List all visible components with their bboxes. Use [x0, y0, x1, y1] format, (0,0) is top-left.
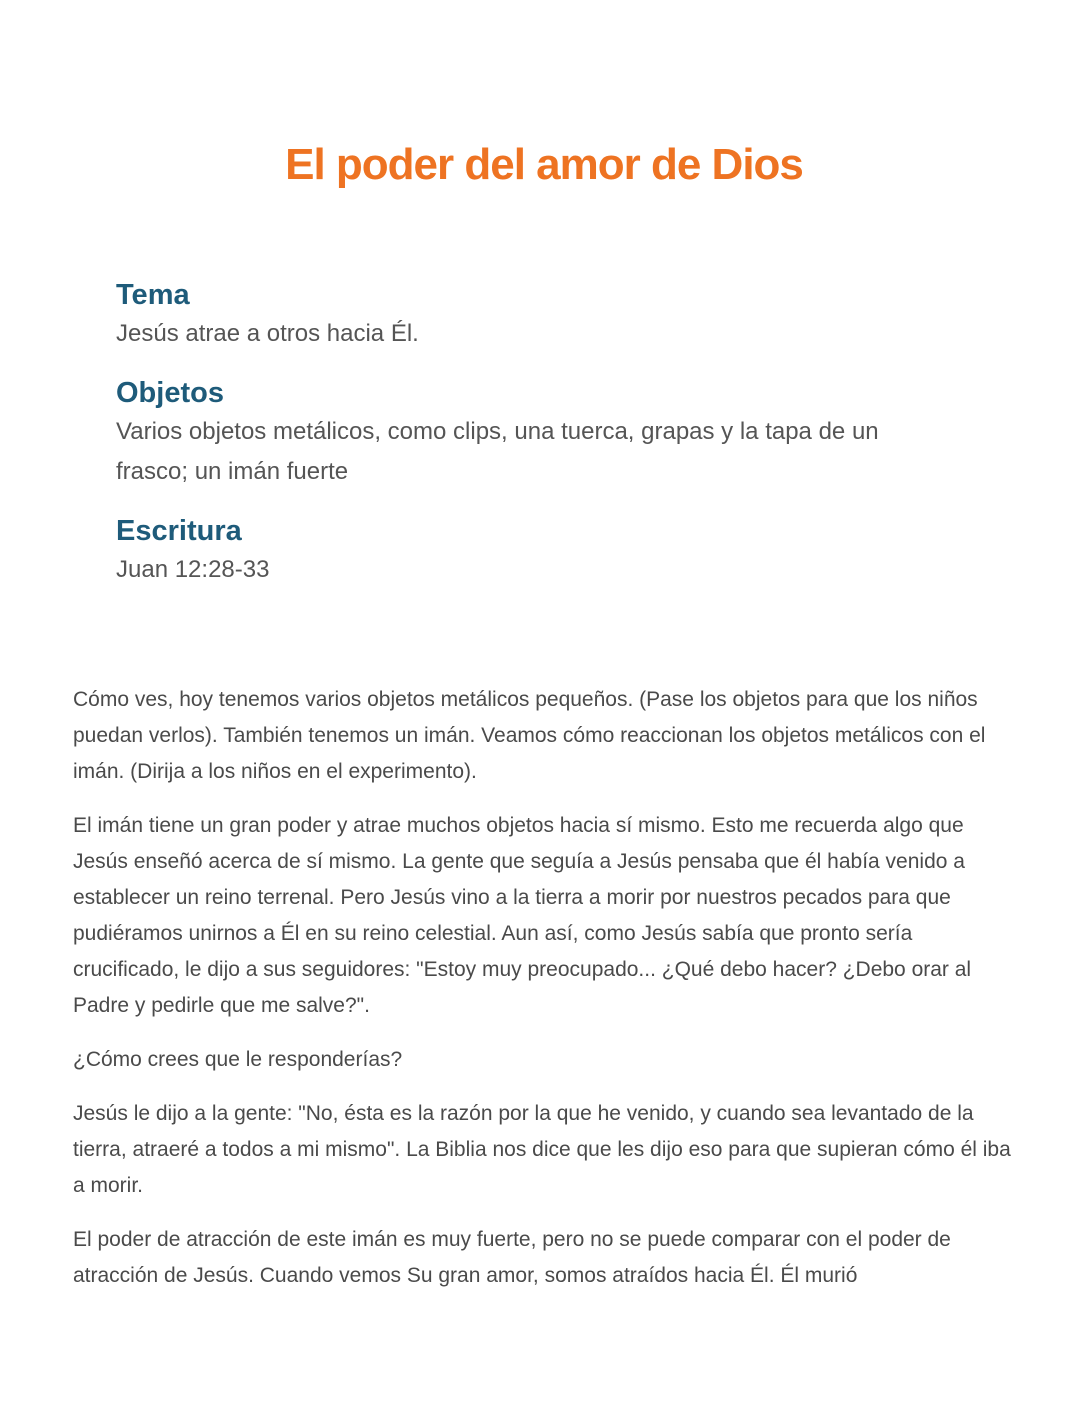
tema-text: Jesús atrae a otros hacia Él. — [116, 320, 419, 347]
body-paragraph: El imán tiene un gran poder y atrae muchos objetos hacia sí mismo. Esto me recuerda algo que Jesús enseñó acerca de sí mismo. La gente que seguía a Jesús pensaba que él había venido a establecer un reino terrenal. Pero Jesús vino a la tierra a morir por nuestros pecados para que pudiéramos unirnos a Él en su reino celestial. Aun así, como Jesús sabía que pronto sería crucificado, le dijo a sus seguidores: "Estoy muy preocupado... ¿Qué debo hacer? ¿Debo orar al Padre y pedirle que me salve?". — [73, 814, 972, 1017]
tema-section — [116, 276, 946, 354]
escritura-text: Juan 12:28-33 — [116, 556, 270, 583]
page-title: El poder del amor de Dios — [285, 140, 803, 189]
body-paragraph: ¿Cómo crees que le responderías? — [73, 1048, 403, 1071]
objetos-heading: Objetos — [116, 377, 224, 409]
objetos-text: Varios objetos metálicos, como clips, una tuerca, grapas y la tapa de un frasco; un imán fuerte — [116, 418, 879, 485]
objetos-section — [116, 374, 946, 492]
body-paragraph: Cómo ves, hoy tenemos varios objetos metálicos pequeños. (Pase los objetos para que los niños puedan verlos). También tenemos un imán. Veamos cómo reaccionan los objetos metálicos con el imán. (Dirija a los niños en el experimento). — [73, 688, 986, 783]
escritura-heading: Escritura — [116, 515, 242, 547]
tema-heading: Tema — [116, 279, 190, 311]
escritura-section — [116, 512, 946, 590]
body-paragraph: Jesús le dijo a la gente: "No, ésta es la razón por la que he venido, y cuando sea levantado de la tierra, atraeré a todos a mi mismo". La Biblia nos dice que les dijo eso para que supieran cómo él iba a morir. — [73, 1102, 1011, 1197]
lesson-body — [73, 682, 1019, 1312]
body-paragraph: El poder de atracción de este imán es muy fuerte, pero no se puede comparar con el poder de atracción de Jesús. Cuando vemos Su gran amor, somos atraídos hacia Él. Él murió — [73, 1228, 951, 1287]
lesson-summary — [116, 276, 946, 610]
